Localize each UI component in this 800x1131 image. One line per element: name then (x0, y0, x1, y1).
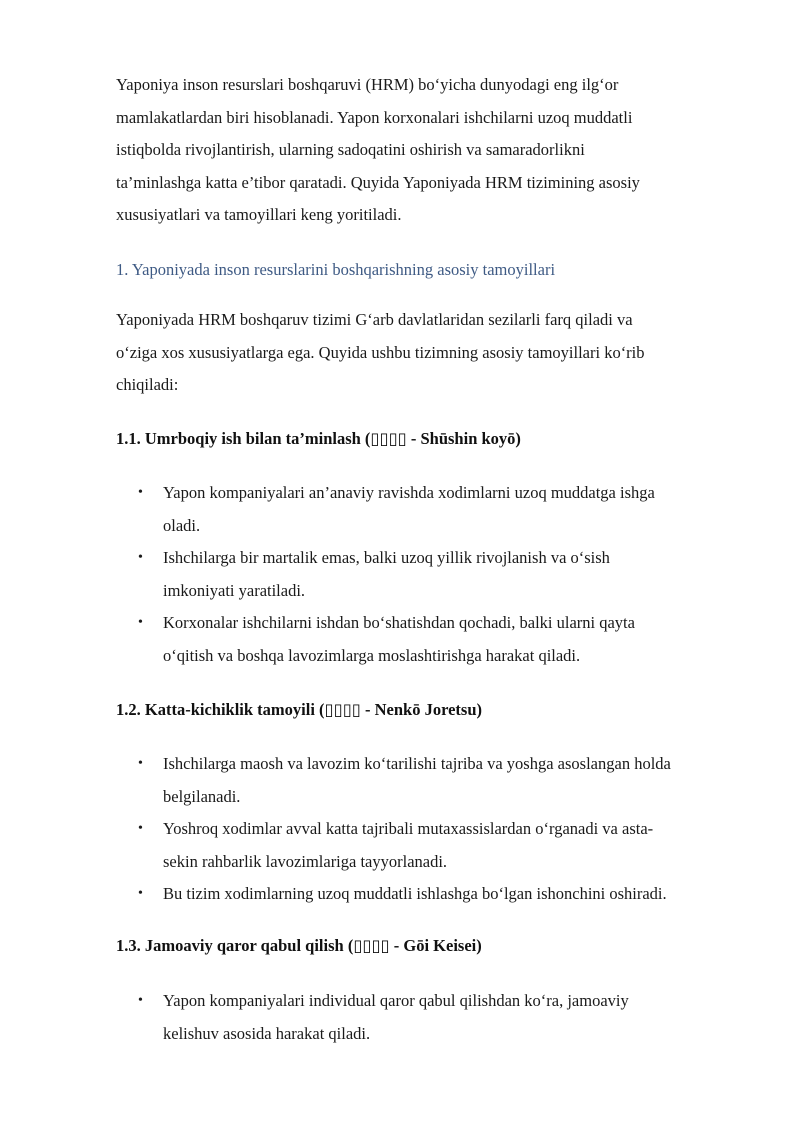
intro-line: ta’minlashga katta e’tibor qaratadi. Quyida Yaponiyada HRM tizimining asosiy (116, 172, 640, 192)
bullet-list (116, 985, 756, 1050)
item-line: Yapon kompaniyalari an’anaviy ravishda xodimlarni uzoq muddatga ishga (163, 483, 655, 502)
intro-line: istiqbolda rivojlantirish, ularning sadoqatini oshirish va samaradorlikni (116, 140, 585, 159)
bullet-list (116, 477, 756, 672)
item-line: sekin rahbarlik lavozimlariga tayyorlanadi. (163, 851, 448, 871)
item-line: Bu tizim xodimlarning uzoq muddatli ishlashga bo‘lgan ishonchini oshiradi. (163, 884, 667, 903)
bullet-icon: • (138, 821, 143, 836)
item-line: Ishchilarga maosh va lavozim ko‘tarilishi tajriba va yoshga asoslangan holda (163, 754, 671, 773)
item-line: oladi. (163, 515, 201, 535)
item-line: imkoniyati yaratiladi. (163, 580, 306, 600)
intro-line: Yaponiya inson resurslari boshqaruvi (HRM) bo‘yicha dunyodagi eng ilg‘or (116, 75, 619, 94)
intro-line: xususiyatlari va tamoyillari keng yoritiladi. (116, 205, 402, 224)
intro-paragraph (116, 69, 746, 232)
list-item (116, 813, 756, 878)
list-item (116, 748, 756, 813)
item-line: Yoshroq xodimlar avval katta tajribali mutaxassislardan o‘rganadi va asta- (163, 819, 654, 838)
list-item (116, 477, 756, 542)
item-line: kelishuv asosida harakat qiladi. (163, 1023, 371, 1043)
paragraph-line: chiqiladi: (116, 375, 179, 394)
subsection-heading: 1.3. Jamoaviy qaror qabul qilish (▯▯▯▯ - Gōi Keisei) (116, 936, 482, 955)
bullet-icon: • (138, 886, 143, 901)
subsection-heading: 1.2. Katta-kichiklik tamoyili (▯▯▯▯ - Nenkō Joretsu) (116, 700, 483, 719)
bullet-icon: • (138, 615, 143, 630)
list-item (116, 607, 756, 672)
item-line: belgilanadi. (163, 786, 241, 806)
list-item (116, 878, 756, 911)
item-line: Ishchilarga bir martalik emas, balki uzoq yillik rivojlanish va o‘sish (163, 548, 610, 567)
paragraph-line: Yaponiyada HRM boshqaruv tizimi G‘arb davlatlaridan sezilarli farq qiladi va (116, 310, 633, 329)
bullet-icon: • (138, 550, 143, 565)
section-paragraph (116, 304, 746, 402)
list-item (116, 985, 756, 1050)
bullet-icon: • (138, 485, 143, 500)
paragraph-line: o‘ziga xos xususiyatlarga ega. Quyida ushbu tizimning asosiy tamoyillari ko‘rib (116, 342, 645, 362)
section-heading: 1. Yaponiyada inson resurslarini boshqarishning asosiy tamoyillari (116, 260, 556, 279)
bullet-list (116, 748, 756, 911)
list-item (116, 542, 756, 607)
item-line: Korxonalar ishchilarni ishdan bo‘shatishdan qochadi, balki ularni qayta (163, 613, 635, 632)
subsection-heading: 1.1. Umrboqiy ish bilan ta’minlash (▯▯▯▯ - Shūshin koyō) (116, 429, 521, 448)
item-line: o‘qitish va boshqa lavozimlarga moslashtirishga harakat qiladi. (163, 645, 581, 665)
item-line: Yapon kompaniyalari individual qaror qabul qilishdan ko‘ra, jamoaviy (163, 991, 629, 1010)
bullet-icon: • (138, 993, 143, 1008)
intro-line: mamlakatlardan biri hisoblanadi. Yapon korxonalari ishchilarni uzoq muddatli (116, 107, 633, 127)
bullet-icon: • (138, 756, 143, 771)
